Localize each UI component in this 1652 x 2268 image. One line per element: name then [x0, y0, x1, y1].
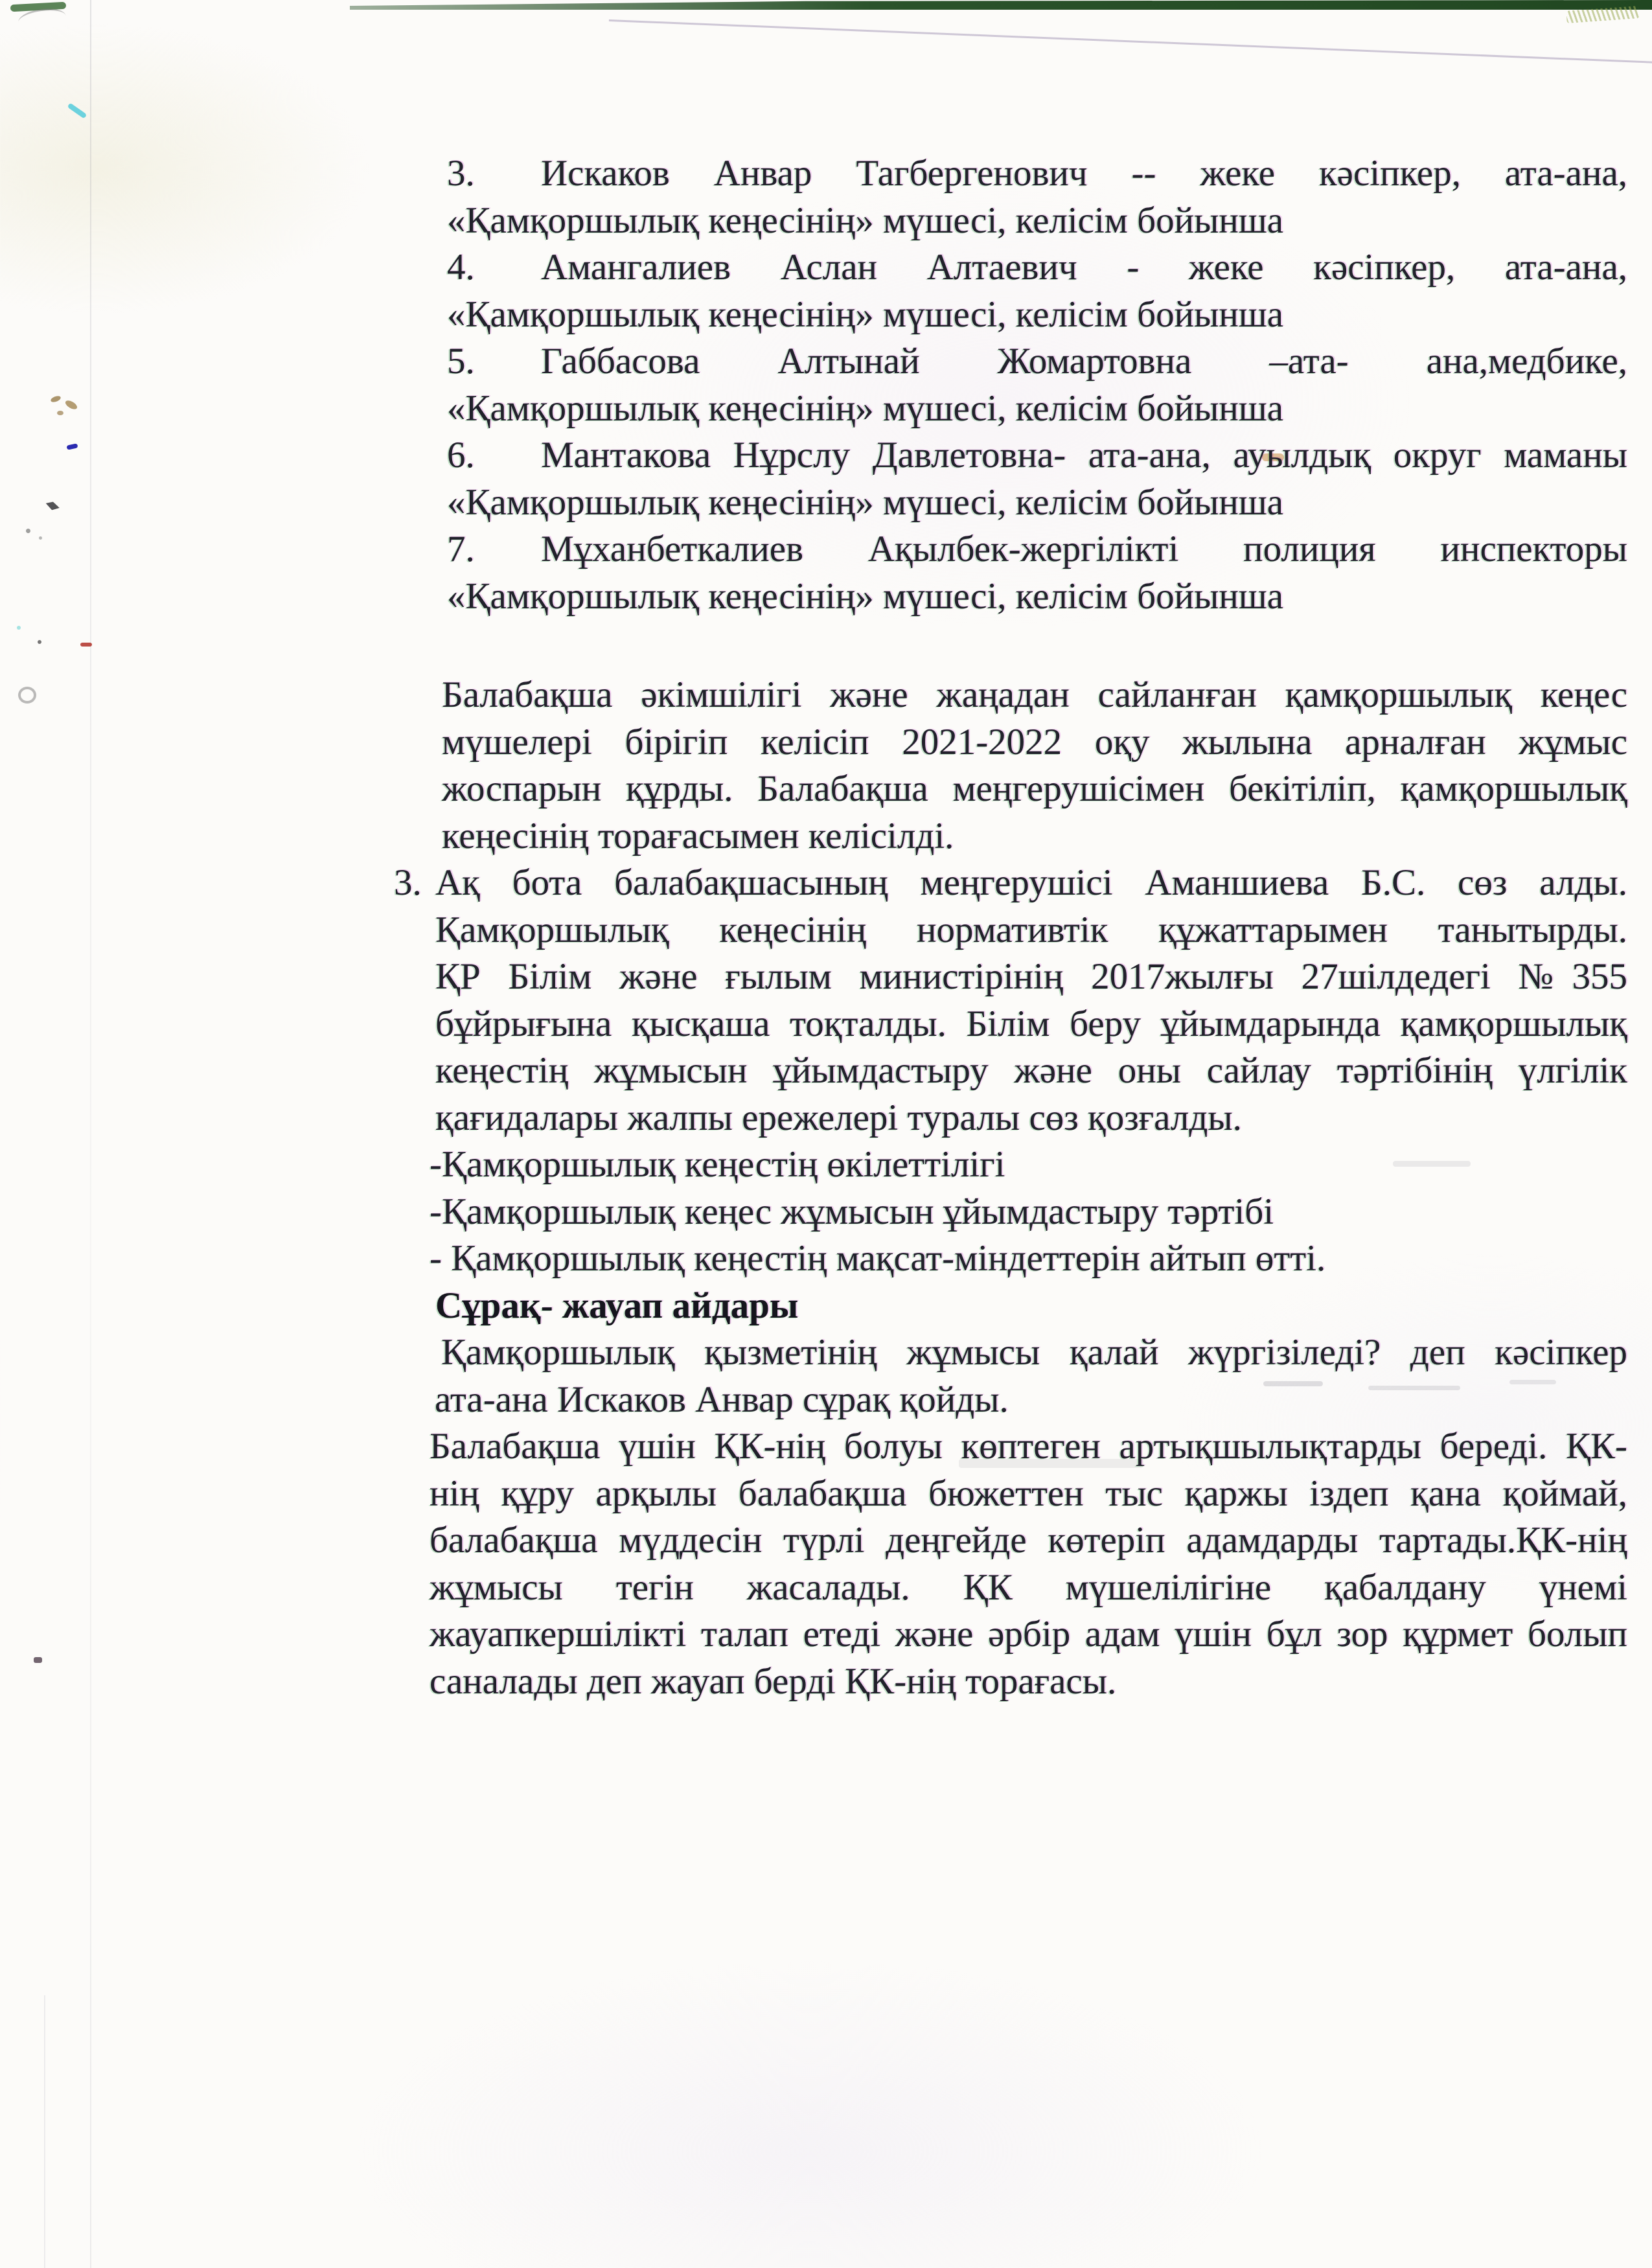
text-line: -Қамқоршылық кеңестің өкілеттілігі — [430, 1144, 1005, 1185]
cyan-pen-mark — [67, 103, 87, 119]
text-block-numbered — [447, 526, 1627, 620]
text-block-para — [442, 672, 1627, 860]
text-block-heading — [435, 1283, 1627, 1330]
list-number: 3. — [394, 862, 422, 903]
gray-speck — [26, 529, 30, 533]
text-line: Балабақша үшін ҚК-нің болуы көптеген артықшылықтарды береді. ҚК- — [430, 1426, 1627, 1467]
text-line: Қамқоршылық кеңесінің нормативтік құжаттарымен танытырды. — [435, 909, 1627, 950]
text-line: 6. Мантакова Нұрслу Давлетовна- ата-ана, ауылдық округ маманы — [447, 432, 1627, 479]
dark-speck — [38, 640, 41, 644]
text-line: 4. Амангалиев Аслан Алтаевич - жеке кәсіпкер, ата-ана, — [447, 244, 1627, 292]
text-block-para3 — [430, 1423, 1627, 1705]
text-block-outer — [394, 860, 1627, 1141]
text-line: нің құру арқылы балабақша бюжеттен тыс қаржы іздеп қана қоймай, — [430, 1472, 1627, 1514]
red-pen-speck — [80, 643, 92, 647]
list-number: 6. — [447, 435, 475, 475]
scanner-edge-strip-top — [350, 0, 1652, 10]
ink-scribble-speck — [44, 499, 60, 513]
text-block-numbered — [447, 432, 1627, 526]
text-line: балабақша мүддесін түрлі деңгейде көтеріп адамдарды тартады.ҚК-нің — [430, 1520, 1627, 1561]
text-line: «Қамқоршылық кеңесінің» мүшесі, келісім бойынша — [447, 481, 1284, 523]
text-line: мүшелері бірігіп келісіп 2021-2022 оқу жылына арналған жұмыс — [442, 721, 1627, 762]
text-line: - Қамқоршылық кеңестің мақсат-міндеттерін айтып өтті. — [430, 1238, 1326, 1279]
text-line: жұмысы тегін жасалады. ҚК мүшелілігіне қабалдану үнемі — [430, 1566, 1627, 1608]
text-line: -Қамқоршылық кеңес жұмысын ұйымдастыру тәртібі — [430, 1191, 1274, 1232]
gray-speck — [39, 536, 42, 540]
diagonal-scan-line — [609, 19, 1652, 63]
text-line: 3. Ақ бота балабақшасының меңгерушісі Аманшиева Б.С. сөз алды. — [435, 860, 1627, 907]
paper-fold-line-2 — [44, 1995, 45, 2268]
cyan-speck — [17, 626, 21, 630]
text-line: кеңесінің торағасымен келісілді. — [442, 815, 954, 856]
brown-debris-speck — [64, 399, 78, 411]
text-block-numbered — [447, 338, 1627, 432]
text-block-para2 — [435, 1329, 1627, 1423]
text-block-numbered — [447, 150, 1627, 244]
brown-debris-speck — [57, 411, 63, 415]
text-line: «Қамқоршылық кеңесінің» мүшесі, келісім бойынша — [447, 387, 1284, 429]
text-line: кеңестің жұмысын ұйымдастыру және оны сайлау тәртібінің үлгілік — [435, 1050, 1627, 1091]
text-line: «Қамқоршылық кеңесінің» мүшесі, келісім бойынша — [447, 575, 1284, 617]
text-line: жауапкершілікті талап етеді және әрбір адам үшін бұл зор құрмет болып — [430, 1614, 1627, 1655]
paper-fold-line — [90, 0, 91, 2268]
text-line: Балабақша әкімшілігі және жаңадан сайланған қамқоршылық кеңес — [442, 674, 1627, 715]
list-number: 3. — [447, 153, 475, 194]
text-line: Сұрақ- жауап айдары — [435, 1285, 799, 1326]
text-line: 7. Мұханбеткалиев Ақылбек-жергілікті полиция инспекторы — [447, 526, 1627, 573]
dark-speck — [34, 1657, 42, 1663]
brown-debris-speck — [50, 395, 62, 404]
list-number: 4. — [447, 247, 475, 288]
text-line: ҚР Білім және ғылым министірінің 2017жылғы 27шілдедегі №355 — [435, 956, 1627, 997]
text-line: «Қамқоршылық кеңесінің» мүшесі, келісім бойынша — [447, 293, 1284, 335]
text-line: 5. Габбасова Алтынай Жомартовна –ата- ана,медбике, — [447, 338, 1627, 385]
blue-pen-speck — [66, 443, 78, 450]
text-line: ата-ана Искаков Анвар сұрақ қойды. — [435, 1379, 1009, 1420]
text-line: «Қамқоршылық кеңесінің» мүшесі, келісім бойынша — [447, 200, 1284, 241]
text-line: қағидалары жалпы ережелері туралы сөз қозғалды. — [435, 1097, 1242, 1138]
text-line: Қамқоршылық қызметінің жұмысы қалай жүргізіледі? деп кәсіпкер — [441, 1332, 1627, 1373]
text-line: бұйрығына қысқаша тоқталды. Білім беру ұйымдарында қамқоршылық — [435, 1003, 1627, 1044]
text-line: жоспарын құрды. Балабақша меңгерушісімен бекітіліп, қамқоршылық — [442, 768, 1627, 809]
list-number: 5. — [447, 341, 475, 382]
list-number: 7. — [447, 529, 475, 569]
document-body — [394, 150, 1627, 1705]
ring-stain-mark — [18, 687, 36, 704]
text-block-dash — [430, 1141, 1627, 1283]
text-line: саналады деп жауап берді ҚК-нің торағасы. — [430, 1660, 1117, 1702]
text-line: 3. Искаков Анвар Тагбергенович -- жеке кәсіпкер, ата-ана, — [447, 150, 1627, 198]
text-block-numbered — [447, 244, 1627, 338]
